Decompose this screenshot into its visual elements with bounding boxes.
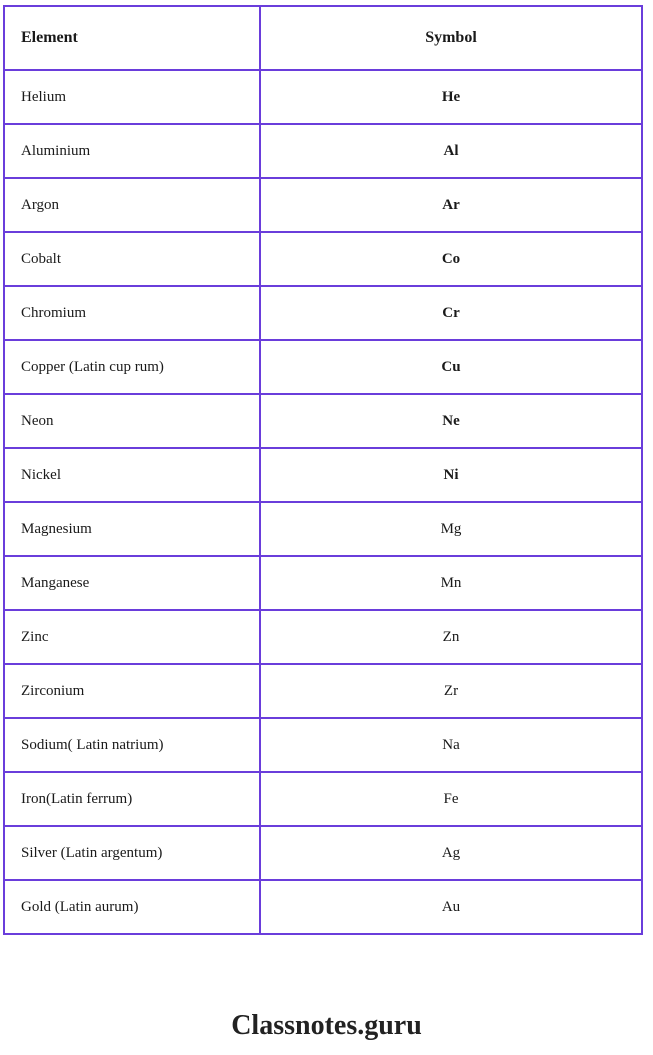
- element-name-cell: Magnesium: [4, 502, 260, 556]
- table-row: [4, 232, 642, 286]
- element-symbol-cell: Cu: [260, 340, 642, 394]
- element-symbol-cell: Ag: [260, 826, 642, 880]
- element-symbol-cell: He: [260, 70, 642, 124]
- element-symbol-cell: Al: [260, 124, 642, 178]
- element-symbol-cell: Ar: [260, 178, 642, 232]
- table-row: [4, 880, 642, 934]
- element-symbol-cell: Au: [260, 880, 642, 934]
- element-name-cell: Cobalt: [4, 232, 260, 286]
- table-row: [4, 772, 642, 826]
- table-row: [4, 718, 642, 772]
- table-row: [4, 610, 642, 664]
- element-symbol-table: [3, 5, 643, 935]
- element-name-cell: Gold (Latin aurum): [4, 880, 260, 934]
- element-symbol-cell: Mn: [260, 556, 642, 610]
- table-row: [4, 448, 642, 502]
- element-symbol-cell: Fe: [260, 772, 642, 826]
- table-row: [4, 178, 642, 232]
- element-name-cell: Copper (Latin cup rum): [4, 340, 260, 394]
- element-symbol-cell: Na: [260, 718, 642, 772]
- element-name-cell: Manganese: [4, 556, 260, 610]
- element-name-cell: Helium: [4, 70, 260, 124]
- table-row: [4, 70, 642, 124]
- element-symbol-cell: Ne: [260, 394, 642, 448]
- element-symbol-cell: Co: [260, 232, 642, 286]
- element-symbol-cell: Cr: [260, 286, 642, 340]
- element-name-cell: Zinc: [4, 610, 260, 664]
- table-header-row: [4, 6, 642, 70]
- element-symbol-cell: Mg: [260, 502, 642, 556]
- site-watermark: Classnotes.guru: [231, 1010, 422, 1041]
- table-row: [4, 664, 642, 718]
- element-symbol-table-container: [3, 5, 641, 935]
- element-name-cell: Zirconium: [4, 664, 260, 718]
- table-row: [4, 340, 642, 394]
- table-body: [4, 70, 642, 934]
- element-symbol-cell: Ni: [260, 448, 642, 502]
- element-symbol-cell: Zr: [260, 664, 642, 718]
- header-element: Element: [4, 6, 260, 70]
- element-name-cell: Chromium: [4, 286, 260, 340]
- element-name-cell: Sodium( Latin natrium): [4, 718, 260, 772]
- element-name-cell: Silver (Latin argentum): [4, 826, 260, 880]
- element-name-cell: Aluminium: [4, 124, 260, 178]
- element-symbol-cell: Zn: [260, 610, 642, 664]
- table-row: [4, 502, 642, 556]
- table-row: [4, 556, 642, 610]
- element-name-cell: Nickel: [4, 448, 260, 502]
- element-name-cell: Neon: [4, 394, 260, 448]
- element-name-cell: Argon: [4, 178, 260, 232]
- header-symbol: Symbol: [260, 6, 642, 70]
- table-row: [4, 826, 642, 880]
- table-row: [4, 394, 642, 448]
- table-row: [4, 124, 642, 178]
- table-row: [4, 286, 642, 340]
- element-name-cell: Iron(Latin ferrum): [4, 772, 260, 826]
